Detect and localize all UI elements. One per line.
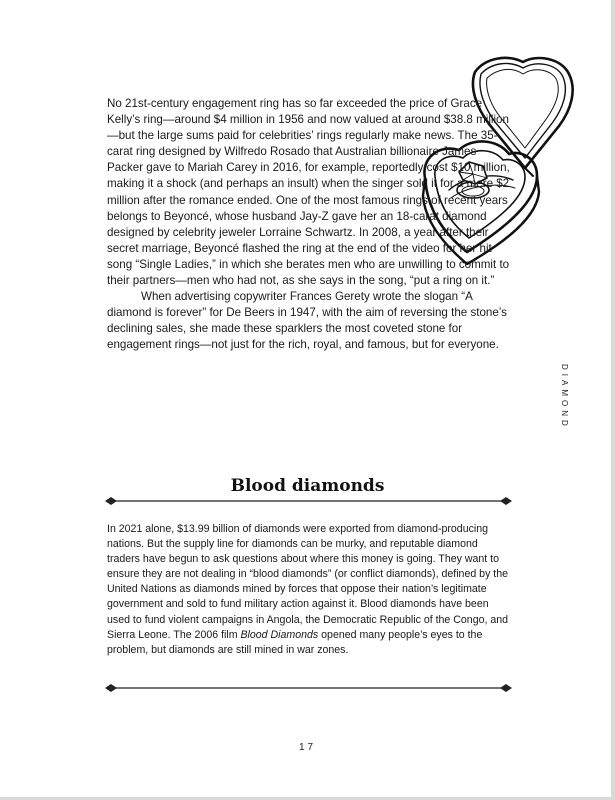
sidebar-text-part1: In 2021 alone, $13.99 billion of diamonds were exported from diamond-producing nations. But the supply line for diamonds can be murky, and reputable diamond traders have begun to ask questions about where this money is going. They want to ensure they are not dealing in “blood diamonds” (or conflict diamonds), defined by the United Nations as diamonds mined by forces that oppose their nation’s legitimate government and sold to fund military action against it. Blood diamonds have been used to fund violent campaigns in Angola, the Democratic Republic of the Congo, and Sierra Leone. The 2006 film xyxy=(107,523,509,641)
sidebar-title: Blood diamonds xyxy=(230,476,385,496)
sidebar-body xyxy=(107,522,512,658)
section-tab-label: DIAMOND xyxy=(560,364,569,430)
paragraph-de-beers-slogan: When advertising copywriter Frances Gerety wrote the slogan “A diamond is forever” for De Beers in 1947, with the aim of reversing the stone’s declining sales, she made these sparklers the most coveted stone for engagement rings—not just for the rich, royal, and famous, but for everyone. xyxy=(107,290,507,352)
paragraph-celebrity-rings: No 21st-century engagement ring has so far exceeded the price of Grace Kelly’s ring—around $4 million in 1956 and now valued at around $38.8 million—but the large sums paid for celebrities’ rings regularly make news. The 35-carat ring designed by Wilfredo Rosado that Australian billionaire James Packer gave to Mariah Carey in 2016, for example, reportedly cost $10 million, making it a shock (and perhaps an insult) when the singer sold it for a mere $2 million after the romance ended. One of the most famous rings of recent years belongs to Beyoncé, whose husband Jay-Z gave her an 18-carat diamond designed by celebrity jeweler Lorraine Schwartz. In 2008, a year after their secret marriage, Beyoncé flashed the ring at the end of the video for her hit song “Single Ladies,” in which she berates men who are unwilling to commit to their partners—men who had not, as she says in the song, “put a ring on it.” xyxy=(107,97,510,288)
page-edge xyxy=(611,0,615,800)
page-number: 17 xyxy=(298,742,317,753)
ornamental-rule-icon xyxy=(105,682,512,694)
sidebar-text-part2: opened many people’s eyes to the problem, but diamonds are still mined in war zones. xyxy=(107,628,483,656)
film-title: Blood Diamonds xyxy=(240,628,319,641)
main-article xyxy=(107,96,512,354)
ornamental-rule-icon xyxy=(105,495,512,507)
